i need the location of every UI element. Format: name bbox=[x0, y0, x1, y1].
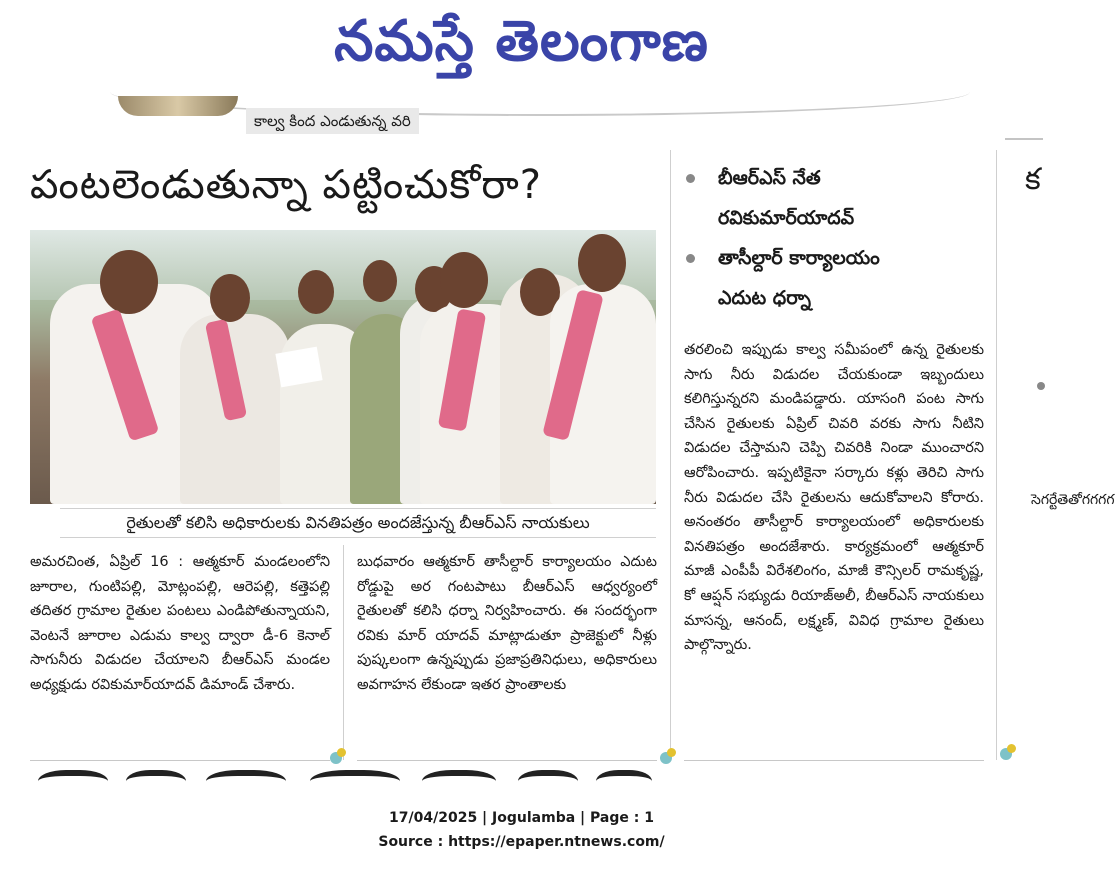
article-paragraph: బుధవారం ఆత్మకూర్‌ తాసీల్దార్‌ కార్యాలయం ఎదుట రోడ్డుపై అర గంటపాటు బీఆర్‌ఎస్‌ ఆధ్వర్యంలో రైతులతో కలిసి ధర్నా నిర్వహించారు. ఈ సందర్భంగా రవికు మార్‌ యాదవ్‌ మాట్లాడుతూ ప్రాజెక్టులో నీళ్లు పుష్కలంగా ఉన్నప్పుడు ప్రజాప్రతినిధులు, అధికారులు అవగాహన లేకుండా ఇతర ప్రాంతాలకు bbox=[357, 554, 657, 693]
photo-head bbox=[363, 260, 397, 302]
article-column-middle bbox=[357, 550, 657, 698]
article-column-right bbox=[684, 338, 984, 658]
photo-caption: రైతులతో కలిసి అధికారులకు వినతిపత్రం అందజేస్తున్న బీఆర్‌ఎస్‌ నాయకులు bbox=[60, 508, 656, 538]
masthead bbox=[0, 0, 1043, 96]
section-rule bbox=[30, 760, 330, 761]
photo-head bbox=[578, 234, 626, 292]
column-separator bbox=[996, 150, 997, 760]
bullet-text: ఎదుట ధర్నా bbox=[718, 287, 811, 309]
article-photo bbox=[30, 230, 656, 504]
article-paragraph: అమరచింత, ఏప్రిల్‌ 16 : ఆత్మకూర్‌ మండలంలోని జూరాల, గుంటిపల్లి, మోట్లంపల్లి, ఆరెపల్లి, కత్తెపల్లి తదితర గ్రామాల రైతుల పంటలు ఎండిపోతున్నాయని, వెంటనే జూరాల ఎడుమ కాల్వ ద్వారా డీ-6 కెనాల్‌ సాగునీరు విడుదల చేయాలని బీఆర్‌ఎస్‌ మండల అధ్యక్షుడు రవికుమార్‌యాదవ్‌ డిమాండ్‌ చేశారు. bbox=[30, 554, 330, 693]
highlight-bullet bbox=[684, 158, 984, 238]
footer-source: Source : https://epaper.ntnews.com/ bbox=[378, 834, 665, 850]
right-divider bbox=[1005, 138, 1043, 140]
top-divider-curve bbox=[110, 92, 970, 116]
photo-head bbox=[298, 270, 334, 314]
photo-head bbox=[440, 252, 488, 308]
bullet-text: తాసీల్దార్‌ కార్యాలయం bbox=[718, 247, 880, 269]
petition-paper bbox=[275, 347, 322, 388]
newspaper-logo: నమస్తే తెలంగాణ bbox=[334, 9, 709, 74]
photo-head bbox=[210, 274, 250, 322]
column-separator bbox=[343, 545, 344, 760]
end-mark-icon bbox=[330, 748, 348, 766]
bullet-text: బీఆర్‌ఎస్‌ నేత bbox=[718, 167, 821, 189]
section-rule bbox=[357, 760, 657, 761]
section-rule bbox=[684, 760, 984, 761]
bullet-icon bbox=[686, 254, 695, 263]
top-photo-caption: కాల్వ కింద ఎండుతున్న వరి bbox=[246, 108, 419, 134]
footer-date-page: 17/04/2025 | Jogulamba | Page : 1 bbox=[389, 810, 654, 826]
page-footer bbox=[0, 806, 1043, 854]
article-paragraph: తరలించి ఇప్పుడు కాల్వ సమీపంలో ఉన్న రైతులకు సాగు నీరు విడుదల చేయకుండా ఇబ్బందులు కలిగిస్తున్నరని మండిపడ్డారు. యాసంగి పంట సాగు చేసిన రైతులకు ఏప్రిల్‌ చివరి వరకు సాగు నీటిని విడుదల చేస్తామని చెప్పి చివరికి నిండా ముంచారని ఆరోపించారు. ఇప్పటికైనా సర్కారు కళ్లు తెరిచి సాగు నీరు విడుదల చేసి రైతులను ఆదుకోవాలని కోరారు. అనంతరం తాసీల్దార్‌ కార్యాలయంలో అధికారులకు వినతిపత్రం అందజేశారు. కార్యక్రమంలో ఆత్మకూర్‌ మాజీ ఎంపీపీ విరేశలింగం, మాజీ కౌన్సిలర్‌ రామకృష్ణ, కో ఆప్షన్‌ సభ్యుడు రియాజ్‌అలీ, బీఆర్‌ఎస్‌ నాయకులు మాసన్న, ఆనంద్‌, లక్ష్మణ్‌, వివిధ గ్రామాల రైతులు పాల్గొన్నారు. bbox=[684, 342, 984, 654]
paddy-photo-strip bbox=[118, 96, 238, 116]
bullet-icon bbox=[686, 174, 695, 183]
article-headline: పంటలెండుతున్నా పట్టించుకోరా? bbox=[30, 162, 542, 208]
end-mark-icon bbox=[660, 748, 678, 766]
bullet-icon bbox=[1037, 382, 1045, 390]
highlight-bullet bbox=[684, 238, 984, 318]
adjacent-headline-fragment: క bbox=[1025, 162, 1041, 197]
adjacent-article-strip bbox=[1005, 150, 1115, 790]
bullet-text: రవికుమార్‌యాదవ్‌ bbox=[718, 207, 855, 229]
article-column-left bbox=[30, 550, 330, 698]
column-separator bbox=[670, 150, 671, 760]
highlight-bullets bbox=[684, 158, 984, 318]
next-article-headline-cropped bbox=[30, 770, 660, 792]
photo-head bbox=[100, 250, 158, 314]
adjacent-text-fragment: సెగర్టేతెతోగగగగ bbox=[1031, 492, 1115, 508]
